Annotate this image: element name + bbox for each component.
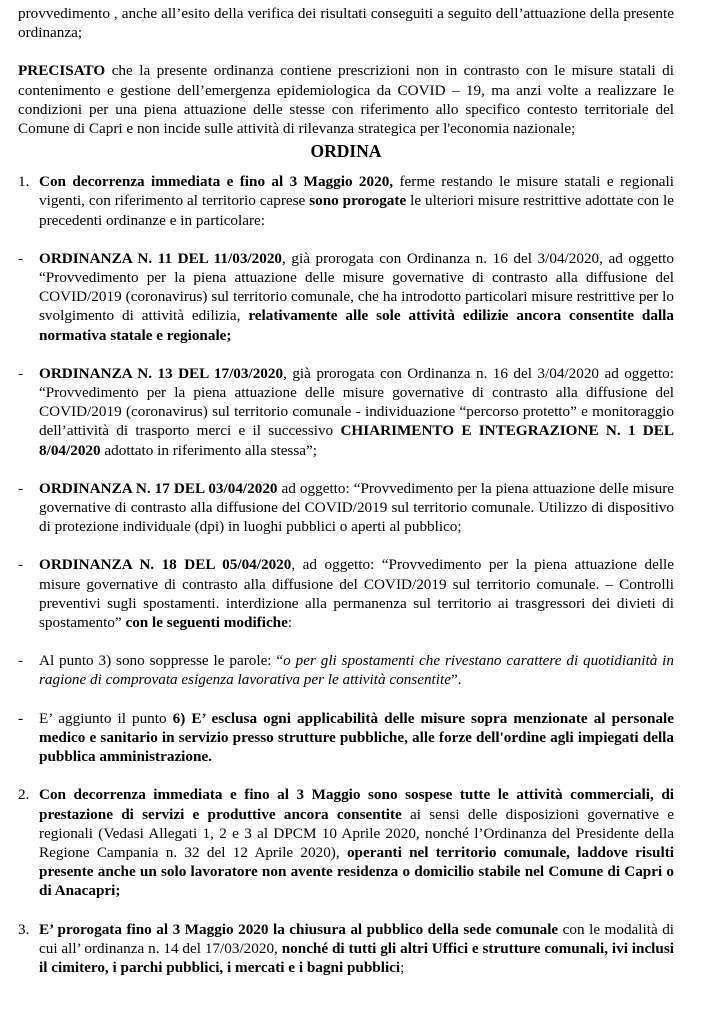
sub2-text-2: adottato in riferimento alla stessa”; (100, 441, 317, 459)
item3-bold-1: E’ prorogata fino al 3 Maggio 2020 la chiusura al pubblico della sede comunale (39, 920, 559, 938)
intro-paragraph-precisato (18, 61, 674, 138)
sub4-title: ORDINANZA N. 18 DEL 05/04/2020 (39, 556, 292, 574)
subitem-punto-6 (18, 709, 674, 767)
sub2-bold: CHIARIMENTO E INTEGRAZIONE N. 1 DEL 8/04/2020 (39, 422, 674, 459)
item-number: 1. (18, 173, 30, 191)
ordina-item-1 (18, 172, 674, 230)
subitem-ordinanza-11 (18, 249, 674, 345)
dash-bullet: - (18, 652, 24, 670)
item2-text: ai sensi delle disposizioni governative e regionali (Vedasi Allegati 1, 2 e 3 al DPCM 10 Aprile 2020, nonché l’Ordinanza del Presidente della Regione Campania n. 32 del 12 Aprile 2020), (39, 805, 674, 861)
dash-bullet: - (18, 249, 24, 267)
dash-bullet: - (18, 364, 24, 382)
sub1-text: , già prorogata con Ordinanza n. 16 del 3/04/2020, ad oggetto “Provvedimento per la piena attuazione delle misure governative di contrasto alla diffusione del COVID/2019 (coronavirus) sul territorio comunale, che ha introdotto particolari misure restrittive per lo svolgimento di attività edilizia, (39, 249, 674, 325)
item3-text-1: con le modalità di cui all’ ordinanza n. 14 del 17/03/2020, (39, 920, 675, 957)
item-number: 2. (18, 786, 30, 804)
subitem-ordinanza-17 (18, 479, 674, 537)
section-heading: ORDINA (310, 141, 382, 162)
item3-bold-2: nonché di tutti gli altri Uffici e strutture comunali, ivi inclusi il cimitero, i parchi pubblici, i mercati e i bagni pubblici (39, 939, 674, 976)
sub6-text: E’ aggiunto il punto (39, 709, 173, 727)
sub5-italic-quote: o per gli spostamenti che rivestano carattere di quotidianità in ragione di comprovata esigenza lavorativa per le attività consentite (39, 652, 674, 689)
subitem-ordinanza-18 (18, 555, 674, 632)
sub1-title: ORDINANZA N. 11 DEL 11/03/2020 (39, 249, 283, 267)
sub3-text: ad oggetto: “Provvedimento per la piena attuazione delle misure governative di contrasto alla diffusione del COVID/2019 sul territorio comunale. Utilizzo di dispositivo di protezione individuale (dpi) in luoghi pubblici o aperti al pubblico; (39, 479, 674, 536)
item1-bold-1: Con decorrenza immediata e fino al 3 Maggio 2020, (39, 173, 394, 191)
sub2-title: ORDINANZA N. 13 DEL 17/03/2020 (39, 364, 284, 382)
item1-bold-2: sono prorogate (309, 192, 407, 210)
dash-bullet: - (18, 709, 24, 727)
item-number: 3. (18, 920, 30, 938)
precisato-lead: PRECISATO (18, 62, 106, 80)
document-page (18, 4, 674, 977)
subitem-punto-3 (18, 651, 674, 689)
subitem-ordinanza-13 (18, 364, 674, 460)
item2-bold-2: operanti nel territorio comunale, laddove risulti presente anche un solo lavoratore non avente residenza o domicilio stabile nel Comune di Capri o di Anacapri; (39, 843, 674, 900)
intro-text-1: provvedimento , anche all’esito della verifica dei risultati conseguiti a seguito dell’attuazione della presente ordinanza; (18, 5, 674, 42)
intro-paragraph-1 (18, 4, 674, 42)
dash-bullet: - (18, 556, 24, 574)
dash-bullet: - (18, 479, 24, 497)
sub4-text-1: , ad oggetto: “Provvedimento per la piena attuazione delle misure governative di contrasto alla diffusione del COVID/2019 sul territorio comunale. – Controlli preventivi sugli spostamenti. interdizione alla permanenza sul territorio ai trasgressori dei divieti di spostamento” (39, 556, 675, 632)
item1-text-2: le ulteriori misure restrittive adottate con le precedenti ordinanze e in particolare: (39, 192, 674, 229)
item1-text-1: ferme restando le misure statali e regionali vigenti, con riferimento al territorio caprese (39, 173, 674, 210)
ordina-item-2 (18, 785, 674, 900)
sub5-text-2: ”. (450, 671, 462, 689)
sub4-text-2: : (287, 614, 293, 632)
sub4-bold: con le seguenti modifiche (125, 614, 288, 632)
sub2-text-1: , già prorogata con Ordinanza n. 16 del 3/04/2020 ad oggetto: “Provvedimento per la piena attuazione delle misure governative di contrasto alla diffusione del COVID/2019 (coronavirus) sul territorio comunale - individuazione “percorso protetto” e monitoraggio dell’attività di trasporto merci e il successivo (39, 364, 674, 440)
sub6-bold: 6) E’ esclusa ogni applicabilità delle misure sopra menzionate al personale medico e sanitario in servizio presso strutture pubbliche, alle forze dell'ordine agli impiegati della pubblica amministrazione. (39, 709, 675, 766)
sub1-bold: relativamente alle sole attività edilizie ancora consentite dalla normativa statale e regionale; (39, 307, 674, 344)
sub3-title: ORDINANZA N. 17 DEL 03/04/2020 (39, 479, 278, 497)
item2-bold-1: Con decorrenza immediata e fino al 3 Maggio sono sospese tutte le attività commerciali, di prestazione di servizi e produttive ancora consentite (39, 786, 674, 823)
ordina-item-3 (18, 920, 674, 978)
sub5-text-1: Al punto 3) sono soppresse le parole: “ (39, 652, 284, 670)
precisato-text: che la presente ordinanza contiene prescrizioni non in contrasto con le misure statali di contenimento e gestione dell’emergenza epidemiologica da COVID – 19, ma anzi volte a realizzare le condizioni per una piena attuazione delle stesse con riferimento allo specifico contesto territoriale del Comune di Capri e non incide sulle attività di rilevanza strategica per l'economia nazionale; (18, 62, 674, 138)
item3-text-2: ; (400, 958, 405, 976)
